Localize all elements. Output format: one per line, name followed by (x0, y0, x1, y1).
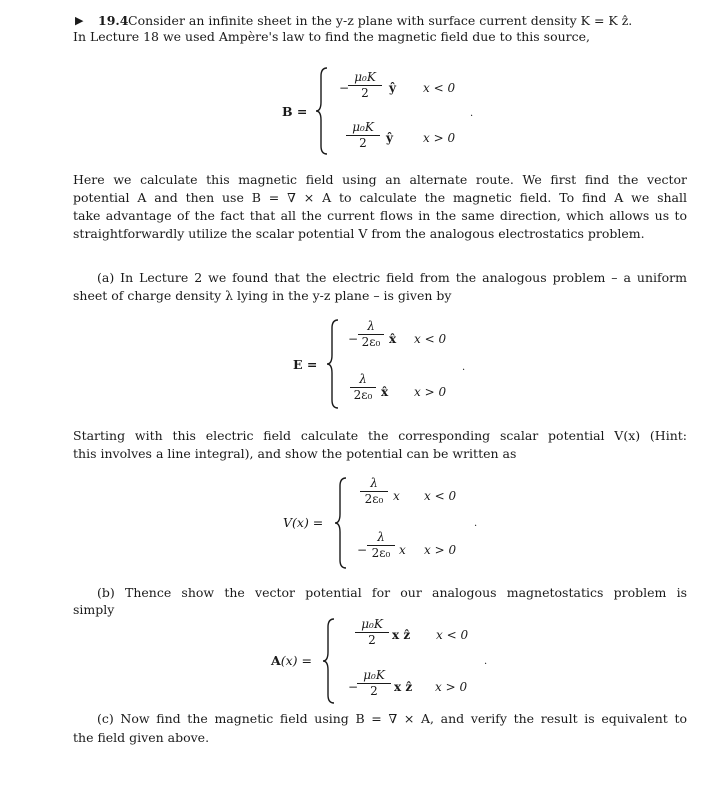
eq-A-row2-den: 2 (370, 684, 378, 698)
eq-B-lhs: B = (282, 104, 308, 119)
eq-V-row2-cond: x > 0 (424, 543, 457, 557)
eq-A-end-dot: . (484, 656, 488, 667)
intro-line-1: Here we calculate this magnetic field using an alternate route. We first find the vector (73, 172, 687, 187)
eq-E-row1-vec: x̂ (389, 332, 397, 346)
eq-B-row2-frac (346, 121, 380, 150)
eq-V-row2-den: 2ε₀ (371, 546, 391, 560)
intro-line-2: potential A and then use B = ∇ × A to calculate the magnetic field. To find A we shall (73, 190, 687, 205)
eq-B-row1-frac (348, 71, 382, 100)
eq-B-row1-num: μ₀K (354, 70, 376, 84)
eq-A-row2-num: μ₀K (363, 668, 385, 682)
eq-A-row1-cond: x < 0 (436, 628, 469, 642)
intro-line-4: straightforwardly utilize the scalar potential V from the analogous electrostatics problem. (73, 226, 645, 241)
problem-number: 19.4 (98, 13, 129, 28)
eq-E-row2-cond: x > 0 (414, 385, 447, 399)
eq-A-row2-sign: − (348, 680, 359, 694)
eq-B-row1-den: 2 (361, 86, 369, 100)
eq-V-lhs: V(x) = (283, 515, 324, 530)
eq-V-row1-vec: x (393, 489, 400, 503)
intro-line-3: take advantage of the fact that all the current flows in the same direction, which allows us to (73, 208, 687, 223)
eq-A-row1-den: 2 (368, 633, 376, 647)
eq-V-row2-sign: − (357, 543, 368, 557)
eq-B-end-dot: . (470, 108, 474, 119)
eq-E-brace (326, 318, 340, 410)
eq-B-row2-vec: ŷ (386, 131, 393, 145)
eq-V-row2-num: λ (377, 530, 385, 544)
eq-A-row2-vec: x ẑ (394, 680, 413, 694)
part-a2-line-1: Starting with this electric field calculate the corresponding scalar potential V(x) (Hint: (73, 428, 687, 443)
part-a-line-1: (a) In Lecture 2 we found that the electric field from the analogous problem – a uniform (97, 270, 687, 285)
eq-B-brace (315, 66, 329, 156)
eq-V-row1-den: 2ε₀ (364, 492, 384, 506)
eq-V-row1-num: λ (370, 476, 378, 490)
part-a-line-2: sheet of charge density λ lying in the y-z plane – is given by (73, 288, 452, 303)
eq-E-row1-frac (358, 320, 384, 349)
eq-E-row2-num: λ (359, 372, 367, 386)
eq-E-row1-den: 2ε₀ (361, 335, 381, 349)
eq-A-brace (322, 617, 336, 705)
eq-A-lhs: A(x) = (271, 653, 312, 668)
eq-E-row2-vec: x̂ (381, 385, 389, 399)
eq-E-row1-num: λ (367, 319, 375, 333)
eq-E-row1-sign: − (348, 332, 359, 346)
eq-A-row1-vec: x ẑ (392, 628, 411, 642)
eq-B-row1-cond: x < 0 (423, 81, 456, 95)
problem-line-1: Consider an infinite sheet in the y-z plane with surface current density K = K ẑ. (128, 13, 633, 28)
eq-A-row2-cond: x > 0 (435, 680, 468, 694)
part-b-line-2: simply (73, 602, 115, 617)
eq-V-row2-vec: x (399, 543, 406, 557)
eq-E-row2-frac (350, 373, 376, 402)
eq-V-brace (334, 476, 348, 570)
part-c-line-2: the field given above. (73, 730, 210, 745)
eq-A-row2-frac (357, 669, 391, 698)
part-b-line-1: (b) Thence show the vector potential for our analogous magnetostatics problem is (97, 585, 687, 600)
eq-A-lhs-arg: (x) (280, 653, 298, 668)
eq-B-row2-den: 2 (359, 136, 367, 150)
eq-V-row1-frac (360, 477, 388, 506)
eq-E-end-dot: . (462, 362, 466, 373)
eq-B-row1-sign: − (339, 81, 350, 95)
problem-line-2: In Lecture 18 we used Ampère's law to find the magnetic field due to this source, (73, 29, 590, 44)
eq-E-row1-cond: x < 0 (414, 332, 447, 346)
eq-A-row1-num: μ₀K (361, 617, 383, 631)
eq-E-row2-den: 2ε₀ (353, 388, 373, 402)
part-c-line-1: (c) Now find the magnetic field using B = ∇ × A, and verify the result is equivalent to (97, 711, 687, 726)
eq-A-row1-frac (355, 618, 389, 647)
problem-marker-icon: ▶ (75, 14, 84, 27)
eq-B-row2-cond: x > 0 (423, 131, 456, 145)
eq-B-row2-num: μ₀K (352, 120, 374, 134)
eq-V-row1-cond: x < 0 (424, 489, 457, 503)
eq-V-end-dot: . (474, 518, 478, 529)
eq-B-row1-vec: ŷ (389, 81, 396, 95)
part-a2-line-2: this involves a line integral), and show the potential can be written as (73, 446, 517, 461)
eq-V-row2-frac (367, 531, 395, 560)
eq-E-lhs: E = (293, 357, 318, 372)
